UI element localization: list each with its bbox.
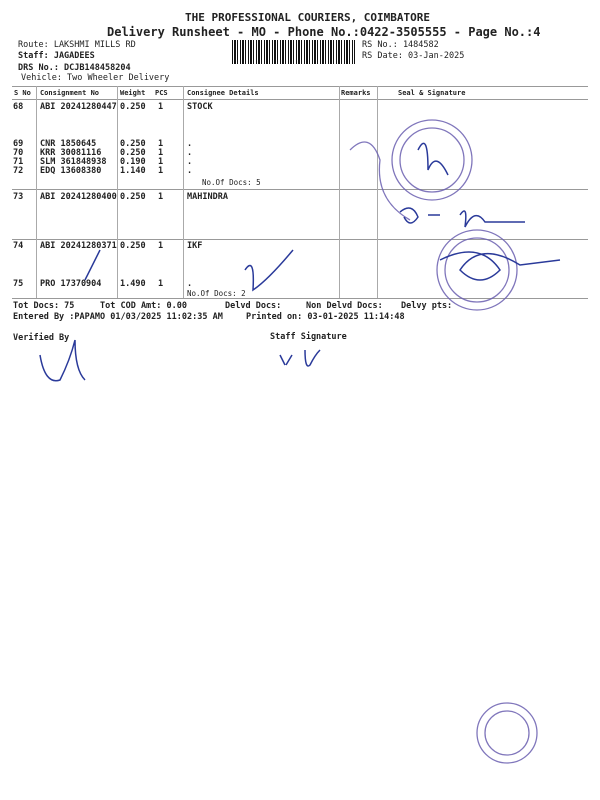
cell-cons: ABI 20241280371 bbox=[40, 241, 117, 251]
entered-by: Entered By :PAPAMO 01/03/2025 11:02:35 AM bbox=[13, 312, 223, 322]
total-docs: Tot Docs: 75 bbox=[13, 301, 75, 311]
cell-details: IKF bbox=[187, 241, 203, 251]
rs-number: RS No.: 1484582 bbox=[362, 40, 439, 50]
verified-by-label: Verified By bbox=[13, 333, 70, 343]
cell-pcs: 1 bbox=[158, 166, 164, 176]
cell-details: . bbox=[187, 166, 193, 176]
tpc-stamp-icon bbox=[477, 703, 537, 763]
cell-pcs: 1 bbox=[158, 279, 164, 289]
rs-date: RS Date: 03-Jan-2025 bbox=[362, 51, 465, 61]
drs-number: DRS No.: DCJB148458204 bbox=[18, 63, 131, 73]
group-note: No.Of Docs: 2 bbox=[187, 289, 246, 298]
staff: Staff: JAGADEES bbox=[18, 51, 95, 61]
cell-weight: 1.140 bbox=[120, 166, 146, 176]
verified-signature-icon bbox=[40, 340, 85, 381]
signature-icon bbox=[245, 250, 293, 290]
cell-sno: 70 bbox=[13, 148, 24, 158]
cell-sno: 74 bbox=[13, 241, 24, 251]
cell-sno: 73 bbox=[13, 192, 24, 202]
cell-details: STOCK bbox=[187, 102, 213, 112]
cell-cons: SLM 361848938 bbox=[40, 157, 107, 167]
col-weight: Weight bbox=[120, 89, 146, 97]
delivered-docs: Delvd Docs: bbox=[225, 301, 282, 311]
cell-cons: PRO 17370904 bbox=[40, 279, 102, 289]
cell-cons: ABI 20241280400 bbox=[40, 192, 117, 202]
route: Route: LAKSHMI MILLS RD bbox=[18, 40, 136, 50]
cell-weight: 0.250 bbox=[120, 192, 146, 202]
cell-pcs: 1 bbox=[158, 102, 164, 112]
cell-details: MAHINDRA bbox=[187, 192, 228, 202]
signature-icon bbox=[400, 208, 525, 227]
vehicle: Vehicle: Two Wheeler Delivery bbox=[21, 73, 170, 83]
cell-details: . bbox=[187, 157, 193, 167]
printed-on: Printed on: 03-01-2025 11:14:48 bbox=[246, 312, 405, 322]
seal-stamp-icon bbox=[392, 120, 472, 200]
checkmark-icon bbox=[85, 250, 100, 280]
col-consignment: Consignment No bbox=[40, 89, 100, 97]
cell-pcs: 1 bbox=[158, 192, 164, 202]
total-cod: Tot COD Amt: 0.00 bbox=[100, 301, 187, 311]
cell-sno: 75 bbox=[13, 279, 24, 289]
cell-sno: 72 bbox=[13, 166, 24, 176]
signature-icon bbox=[418, 143, 448, 175]
cell-pcs: 1 bbox=[158, 241, 164, 251]
cell-cons: CNR 1850645 bbox=[40, 139, 97, 149]
non-delivered-docs: Non Delvd Docs: bbox=[306, 301, 383, 311]
cell-pcs: 1 bbox=[158, 157, 164, 167]
cell-weight: 0.250 bbox=[120, 139, 146, 149]
cell-cons: EDQ 13608380 bbox=[40, 166, 102, 176]
cell-sno: 71 bbox=[13, 157, 24, 167]
col-pcs: PCS bbox=[155, 89, 168, 97]
cell-sno: 68 bbox=[13, 102, 24, 112]
col-seal: Seal & Signature bbox=[398, 89, 466, 97]
company-name: THE PROFESSIONAL COURIERS, COIMBATORE bbox=[185, 11, 431, 24]
group-note: No.Of Docs: 5 bbox=[202, 178, 261, 187]
document-title: Delivery Runsheet - MO - Phone No.:0422-3505555 - Page No.:4 bbox=[107, 25, 541, 39]
cell-weight: 0.250 bbox=[120, 241, 146, 251]
seal-stamp-icon bbox=[437, 230, 517, 310]
cell-details: . bbox=[187, 139, 193, 149]
cell-weight: 0.250 bbox=[120, 102, 146, 112]
col-remarks: Remarks bbox=[341, 89, 371, 97]
cell-cons: ABI 20241280447 bbox=[40, 102, 117, 112]
col-sno: S No bbox=[14, 89, 31, 97]
cell-details: . bbox=[187, 148, 193, 158]
cell-pcs: 1 bbox=[158, 139, 164, 149]
cell-cons: KRR 30081116 bbox=[40, 148, 102, 158]
cell-pcs: 1 bbox=[158, 148, 164, 158]
signature-icon bbox=[440, 252, 560, 280]
cell-sno: 69 bbox=[13, 139, 24, 149]
staff-signature-label: Staff Signature bbox=[270, 332, 347, 342]
cell-weight: 0.190 bbox=[120, 157, 146, 167]
cell-details: . bbox=[187, 279, 193, 289]
cell-weight: 0.250 bbox=[120, 148, 146, 158]
col-consignee: Consignee Details bbox=[187, 89, 259, 97]
staff-signature-icon bbox=[280, 350, 320, 366]
cell-weight: 1.490 bbox=[120, 279, 146, 289]
delivery-points: Delvy pts: bbox=[401, 301, 453, 311]
